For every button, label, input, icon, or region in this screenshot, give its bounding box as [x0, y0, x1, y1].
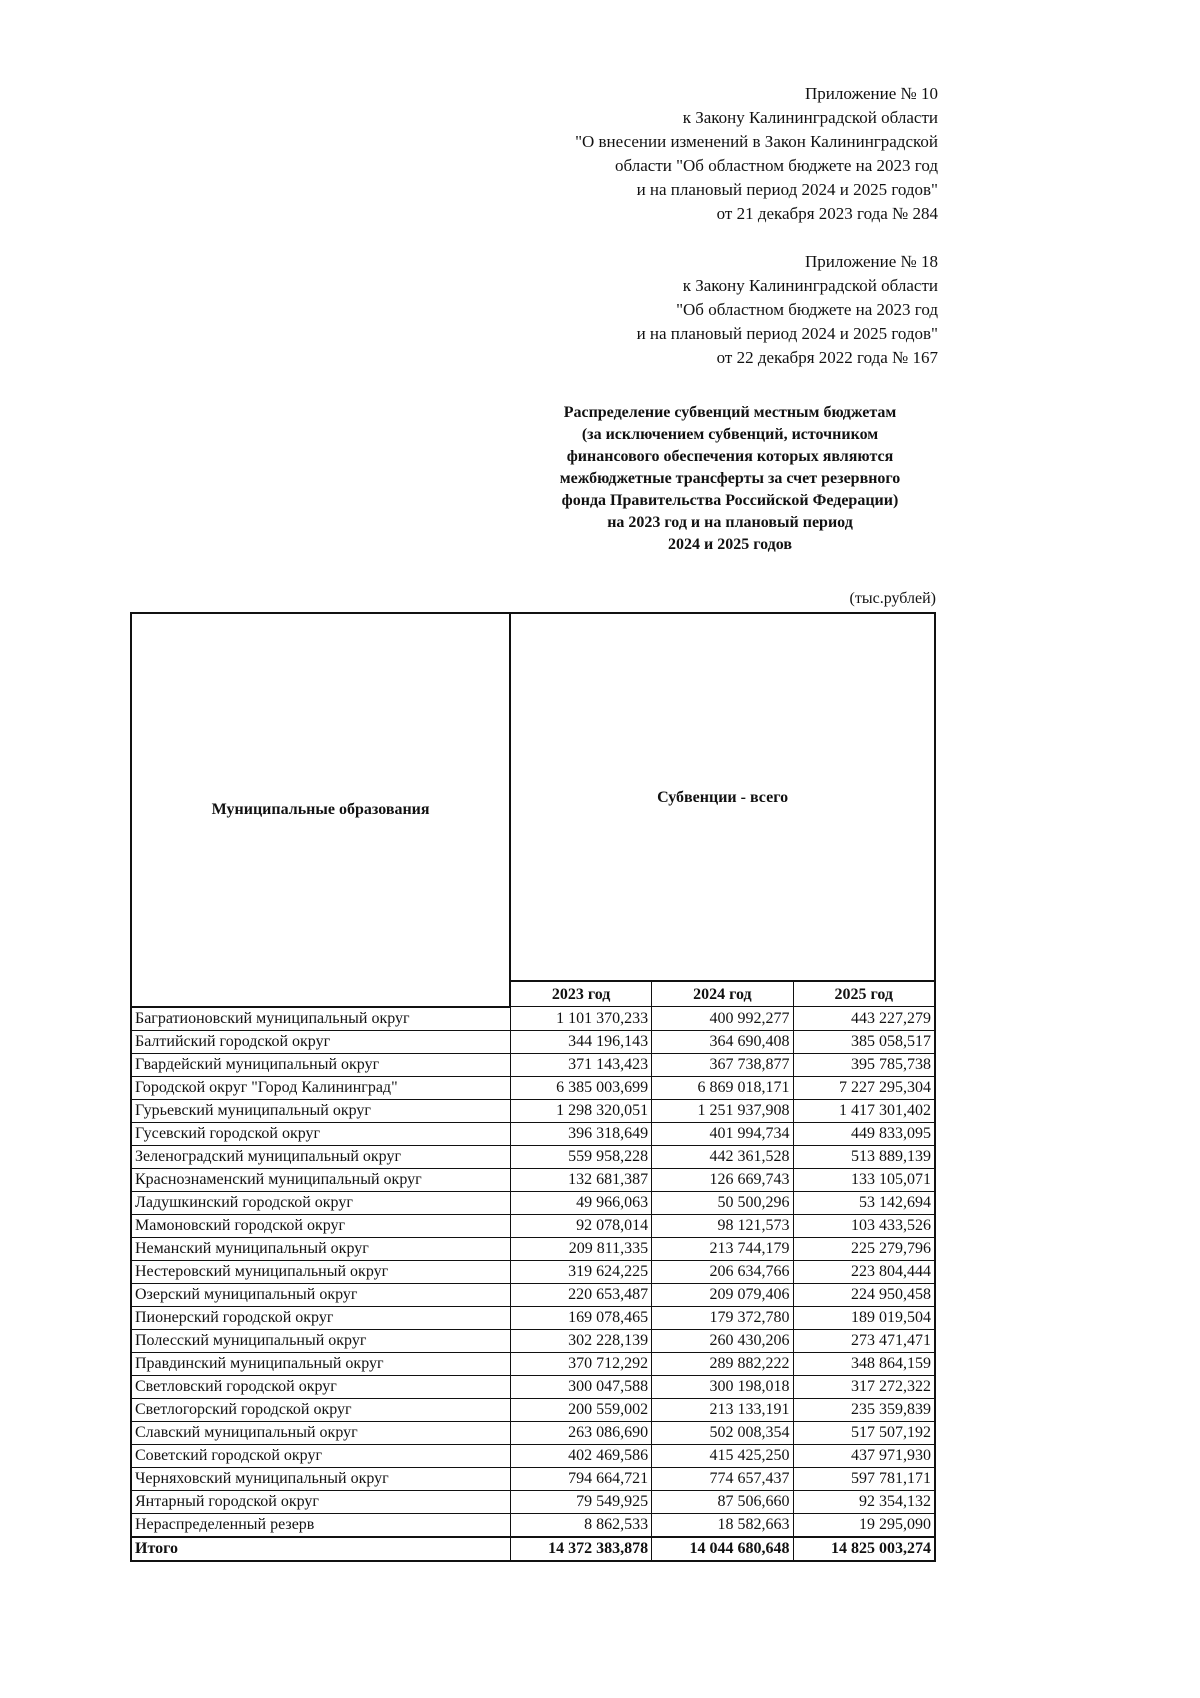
municipality-name: Городской округ "Город Калининград" [131, 1076, 510, 1099]
table-row [131, 1283, 935, 1306]
appendix-line: "О внесении изменений в Закон Калининградской [575, 132, 938, 151]
value-2024: 400 992,277 [652, 1007, 793, 1031]
value-2023: 209 811,335 [510, 1237, 651, 1260]
table-row [131, 1329, 935, 1352]
value-2025: 92 354,132 [793, 1490, 935, 1513]
appendix-10-block [575, 82, 938, 226]
appendix-18-block [637, 250, 938, 370]
municipality-name: Советский городской округ [131, 1444, 510, 1467]
table-row [131, 1398, 935, 1421]
value-2025: 597 781,171 [793, 1467, 935, 1490]
value-2025: 443 227,279 [793, 1007, 935, 1031]
appendix-line: от 22 декабря 2022 года № 167 [716, 348, 938, 367]
value-2023: 169 078,465 [510, 1306, 651, 1329]
municipality-name: Гвардейский муниципальный округ [131, 1053, 510, 1076]
value-2023: 92 078,014 [510, 1214, 651, 1237]
header-year-2025: 2025 год [793, 981, 935, 1007]
municipality-name: Пионерский городской округ [131, 1306, 510, 1329]
units-label: (тыс.рублей) [849, 590, 936, 607]
value-2025: 348 864,159 [793, 1352, 935, 1375]
value-2024: 213 133,191 [652, 1398, 793, 1421]
title-line: финансового обеспечения которых являются [566, 448, 894, 465]
municipality-name: Краснознаменский муниципальный округ [131, 1168, 510, 1191]
table-row [131, 1168, 935, 1191]
value-2024: 98 121,573 [652, 1214, 793, 1237]
municipality-name: Гусевский городской округ [131, 1122, 510, 1145]
municipality-name: Гурьевский муниципальный округ [131, 1099, 510, 1122]
total-2023: 14 372 383,878 [510, 1537, 651, 1561]
value-2025: 317 272,322 [793, 1375, 935, 1398]
title-line: Распределение субвенций местным бюджетам [563, 404, 897, 421]
value-2024: 206 634,766 [652, 1260, 793, 1283]
value-2023: 132 681,387 [510, 1168, 651, 1191]
appendix-line: Приложение № 18 [805, 252, 938, 271]
value-2023: 319 624,225 [510, 1260, 651, 1283]
value-2025: 235 359,839 [793, 1398, 935, 1421]
municipality-name: Светловский городской округ [131, 1375, 510, 1398]
municipality-name: Нестеровский муниципальный округ [131, 1260, 510, 1283]
municipality-name: Светлогорский городской округ [131, 1398, 510, 1421]
table-row [131, 1214, 935, 1237]
table-row [131, 1306, 935, 1329]
value-2024: 289 882,222 [652, 1352, 793, 1375]
municipality-name: Черняховский муниципальный округ [131, 1467, 510, 1490]
value-2024: 18 582,663 [652, 1513, 793, 1537]
municipality-name: Правдинский муниципальный округ [131, 1352, 510, 1375]
appendix-line: "Об областном бюджете на 2023 год [676, 300, 938, 319]
value-2025: 1 417 301,402 [793, 1099, 935, 1122]
value-2023: 559 958,228 [510, 1145, 651, 1168]
value-2025: 133 105,071 [793, 1168, 935, 1191]
table-row [131, 1191, 935, 1214]
municipality-name: Янтарный городской округ [131, 1490, 510, 1513]
value-2023: 49 966,063 [510, 1191, 651, 1214]
municipality-name: Мамоновский городской округ [131, 1214, 510, 1237]
document-title [520, 402, 940, 556]
total-row [131, 1537, 935, 1561]
title-line: межбюджетные трансферты за счет резервного [559, 470, 901, 487]
value-2024: 50 500,296 [652, 1191, 793, 1214]
appendix-line: Приложение № 10 [805, 84, 938, 103]
table-row [131, 1444, 935, 1467]
value-2024: 300 198,018 [652, 1375, 793, 1398]
appendix-line: и на плановый период 2024 и 2025 годов" [636, 324, 938, 343]
table-row [131, 1352, 935, 1375]
municipality-name: Балтийский городской округ [131, 1030, 510, 1053]
total-2025: 14 825 003,274 [793, 1537, 935, 1561]
table-row [131, 1030, 935, 1053]
value-2023: 220 653,487 [510, 1283, 651, 1306]
value-2024: 442 361,528 [652, 1145, 793, 1168]
value-2024: 774 657,437 [652, 1467, 793, 1490]
value-2025: 223 804,444 [793, 1260, 935, 1283]
municipality-name: Полесский муниципальный округ [131, 1329, 510, 1352]
table-row [131, 1122, 935, 1145]
value-2024: 260 430,206 [652, 1329, 793, 1352]
value-2025: 103 433,526 [793, 1214, 935, 1237]
header-municipalities: Муниципальные образования [131, 613, 510, 1007]
value-2023: 263 086,690 [510, 1421, 651, 1444]
municipality-name: Нераспределенный резерв [131, 1513, 510, 1537]
value-2024: 502 008,354 [652, 1421, 793, 1444]
value-2023: 344 196,143 [510, 1030, 651, 1053]
title-line: на 2023 год и на плановый период [607, 514, 853, 531]
value-2024: 213 744,179 [652, 1237, 793, 1260]
total-label: Итого [131, 1537, 510, 1561]
value-2025: 19 295,090 [793, 1513, 935, 1537]
table-row [131, 1099, 935, 1122]
table-row [131, 1145, 935, 1168]
value-2025: 517 507,192 [793, 1421, 935, 1444]
title-line: 2024 и 2025 годов [668, 536, 792, 553]
title-line: фонда Правительства Российской Федерации) [561, 492, 899, 509]
value-2024: 126 669,743 [652, 1168, 793, 1191]
total-2024: 14 044 680,648 [652, 1537, 793, 1561]
municipality-name: Озерский муниципальный округ [131, 1283, 510, 1306]
header-year-2023: 2023 год [510, 981, 651, 1007]
appendix-line: к Закону Калининградской области [682, 276, 938, 295]
value-2024: 179 372,780 [652, 1306, 793, 1329]
value-2025: 224 950,458 [793, 1283, 935, 1306]
value-2024: 87 506,660 [652, 1490, 793, 1513]
value-2024: 6 869 018,171 [652, 1076, 793, 1099]
appendix-line: области "Об областном бюджете на 2023 год [615, 156, 938, 175]
header-subventions-total: Субвенции - всего [510, 613, 935, 981]
value-2023: 396 318,649 [510, 1122, 651, 1145]
title-line: (за исключением субвенций, источником [581, 426, 879, 443]
value-2023: 1 101 370,233 [510, 1007, 651, 1031]
value-2025: 437 971,930 [793, 1444, 935, 1467]
value-2023: 794 664,721 [510, 1467, 651, 1490]
table-row [131, 1237, 935, 1260]
table-row [131, 1513, 935, 1537]
table-row [131, 1053, 935, 1076]
municipality-name: Ладушкинский городской округ [131, 1191, 510, 1214]
table-row [131, 1375, 935, 1398]
value-2023: 200 559,002 [510, 1398, 651, 1421]
municipality-name: Багратионовский муниципальный округ [131, 1007, 510, 1031]
value-2023: 302 228,139 [510, 1329, 651, 1352]
value-2023: 6 385 003,699 [510, 1076, 651, 1099]
value-2024: 1 251 937,908 [652, 1099, 793, 1122]
table-row [131, 1421, 935, 1444]
appendix-line: от 21 декабря 2023 года № 284 [716, 204, 938, 223]
value-2023: 79 549,925 [510, 1490, 651, 1513]
value-2025: 273 471,471 [793, 1329, 935, 1352]
value-2024: 364 690,408 [652, 1030, 793, 1053]
value-2023: 371 143,423 [510, 1053, 651, 1076]
table-row [131, 1076, 935, 1099]
value-2025: 513 889,139 [793, 1145, 935, 1168]
value-2023: 402 469,586 [510, 1444, 651, 1467]
value-2025: 449 833,095 [793, 1122, 935, 1145]
value-2023: 8 862,533 [510, 1513, 651, 1537]
municipality-name: Неманский муниципальный округ [131, 1237, 510, 1260]
value-2024: 367 738,877 [652, 1053, 793, 1076]
value-2025: 225 279,796 [793, 1237, 935, 1260]
value-2023: 1 298 320,051 [510, 1099, 651, 1122]
header-year-2024: 2024 год [652, 981, 793, 1007]
value-2025: 395 785,738 [793, 1053, 935, 1076]
value-2024: 415 425,250 [652, 1444, 793, 1467]
value-2025: 53 142,694 [793, 1191, 935, 1214]
value-2023: 370 712,292 [510, 1352, 651, 1375]
appendix-line: к Закону Калининградской области [682, 108, 938, 127]
value-2025: 385 058,517 [793, 1030, 935, 1053]
table-row [131, 1490, 935, 1513]
value-2024: 401 994,734 [652, 1122, 793, 1145]
municipality-name: Зеленоградский муниципальный округ [131, 1145, 510, 1168]
value-2025: 189 019,504 [793, 1306, 935, 1329]
municipality-name: Славский муниципальный округ [131, 1421, 510, 1444]
table-row [131, 1467, 935, 1490]
value-2024: 209 079,406 [652, 1283, 793, 1306]
appendix-line: и на плановый период 2024 и 2025 годов" [636, 180, 938, 199]
value-2025: 7 227 295,304 [793, 1076, 935, 1099]
table-row [131, 1260, 935, 1283]
subventions-table [130, 612, 936, 1562]
value-2023: 300 047,588 [510, 1375, 651, 1398]
table-row [131, 1007, 935, 1031]
